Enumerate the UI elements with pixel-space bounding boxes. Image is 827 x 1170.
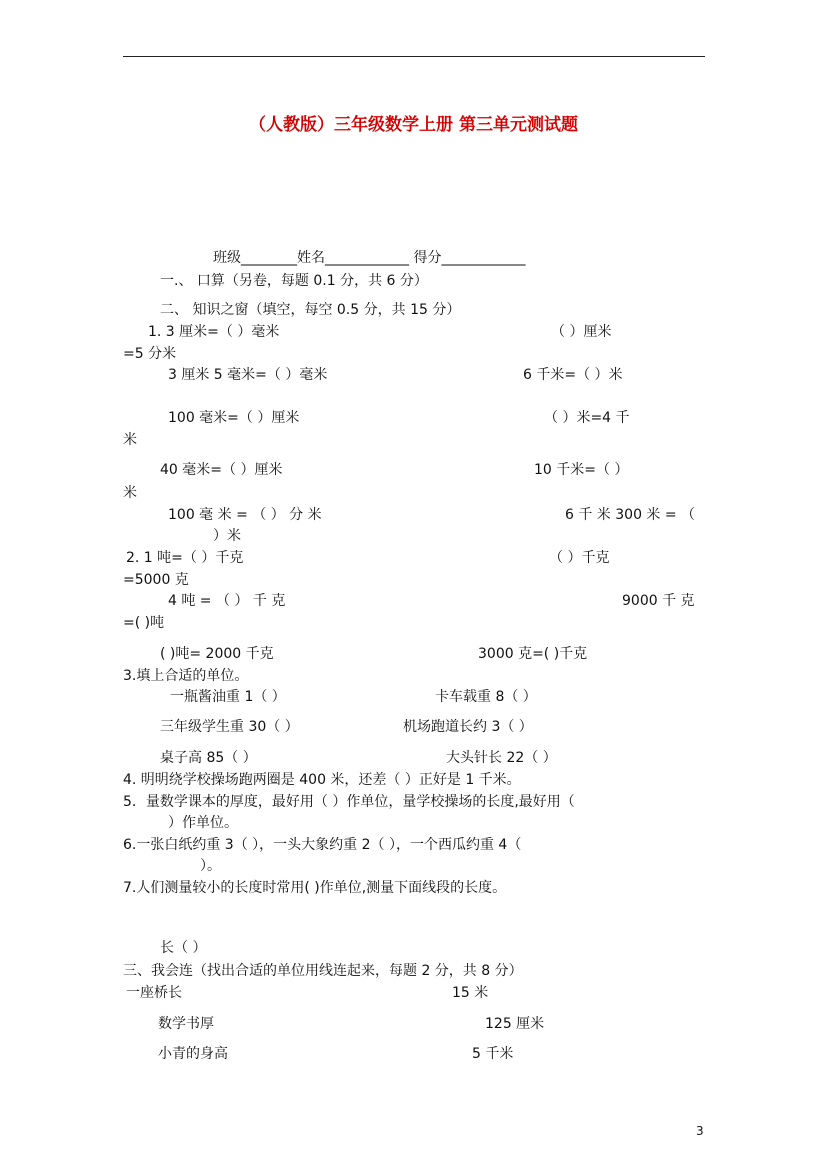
q4-text: 4. 明明绕学校操场跑两圈是 400 米，还差（ ）正好是 1 千米。 (123, 772, 521, 788)
match-right-item: 15 米 (452, 985, 489, 1001)
q1-item-i: 100 毫 米 = （ ） 分 米 (168, 507, 322, 523)
q1-item-e: 100 毫米=（ ）厘米 (168, 410, 300, 426)
match-left-item: 一座桥长 (126, 985, 182, 1001)
q6-line-1: 6.一张白纸约重 3（ ），一头大象约重 2（ ），一个西瓜约重 4（ (123, 837, 522, 853)
q2-item-b-cont: =5000 克 (123, 572, 189, 588)
q5-line-1: 5．量数学课本的厚度，最好用（ ）作单位，量学校操场的长度,最好用（ (123, 794, 575, 810)
section-2-heading: 二、 知识之窗（填空，每空 0.5 分，共 15 分） (160, 302, 461, 318)
q1-item-f-cont: 米 (123, 432, 137, 448)
q1-item-b: （ ）厘米 (551, 324, 612, 340)
match-left-item: 小青的身高 (158, 1046, 228, 1062)
q3-item-b: 卡车载重 8（ ） (435, 689, 537, 705)
section-3-heading: 三、我会连（找出合适的单位用线连起来，每题 2 分，共 8 分） (123, 963, 523, 979)
match-left-item: 数学书厚 (158, 1016, 214, 1032)
q3-item-f: 大头针长 22（ ） (446, 750, 557, 766)
q3-item-a: 一瓶酱油重 1（ ） (170, 689, 286, 705)
q2-item-f: 3000 克=( )千克 (478, 646, 588, 662)
q3-item-d: 机场跑道长约 3（ ） (403, 719, 533, 735)
student-info-line: 班级________姓名____________ 得分____________ (213, 250, 526, 266)
document-title: （人教版）三年级数学上册 第三单元测试题 (249, 115, 578, 135)
page-number: 3 (696, 1124, 704, 1138)
q3-item-c: 三年级学生重 30（ ） (160, 719, 299, 735)
q2-item-d-cont: =( )吨 (123, 615, 165, 631)
q2-item-e: ( )吨= 2000 千克 (160, 646, 274, 662)
q1-item-h-cont: 米 (123, 485, 137, 501)
q1-item-c: 3 厘米 5 毫米=（ ）毫米 (168, 367, 328, 383)
match-right-item: 125 厘米 (485, 1016, 545, 1032)
q1-item-g: 40 毫米=（ ）厘米 (160, 462, 283, 478)
q1-item-f: （ ）米=4 千 (544, 410, 630, 426)
q7-text: 7.人们测量较小的长度时常用( )作单位,测量下面线段的长度。 (123, 880, 507, 896)
q2-item-d: 9000 千 克 (622, 593, 695, 609)
q5-line-2: ）作单位。 (168, 815, 238, 831)
q2-item-a: 2. 1 吨=（ ）千克 (126, 550, 244, 566)
match-right-item: 5 千米 (472, 1046, 514, 1062)
section-1-heading: 一.、 口算（另卷，每题 0.1 分，共 6 分） (160, 273, 428, 289)
q1-item-j: 6 千 米 300 米 = （ (565, 507, 696, 523)
q6-line-2: ）。 (200, 858, 221, 874)
q7-length-blank: 长（ ） (160, 940, 207, 956)
q3-heading: 3.填上合适的单位。 (123, 668, 249, 684)
q1-item-d: 6 千米=（ ）米 (523, 367, 623, 383)
q1-item-b-cont: =5 分米 (123, 346, 177, 362)
header-rule (123, 56, 705, 57)
q1-item-a: 1. 3 厘米=（ ）毫米 (148, 324, 280, 340)
q2-item-b: （ ）千克 (549, 550, 610, 566)
q1-item-h: 10 千米=（ ） (534, 462, 629, 478)
q3-item-e: 桌子高 85（ ） (160, 750, 257, 766)
q1-item-j-cont: ）米 (213, 528, 241, 544)
q2-item-c: 4 吨 = （ ） 千 克 (168, 593, 286, 609)
